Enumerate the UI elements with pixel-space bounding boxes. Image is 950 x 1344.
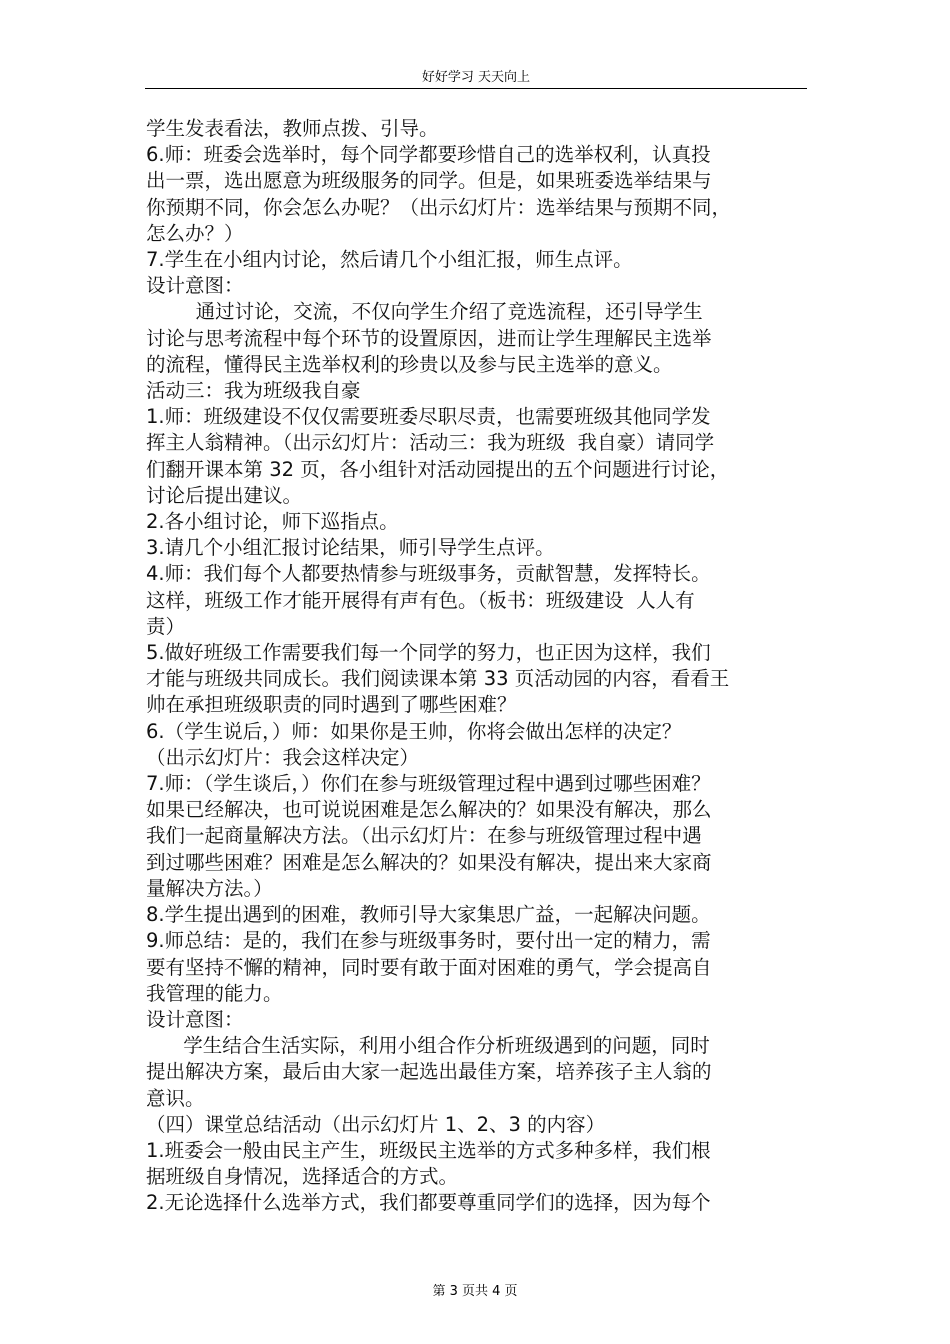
- text-line: 6.（学生说后，）师：如果你是王帅，你将会做出怎样的决定？: [146, 719, 682, 743]
- page-footer: 第 3 页共 4 页: [432, 1284, 518, 1299]
- text-line: 5.做好班级工作需要我们每一个同学的努力，也正因为这样，我们: [146, 641, 711, 665]
- text-line: 才能与班级共同成长。我们阅读课本第 33 页活动园的内容，看看王: [146, 667, 730, 691]
- header-divider: [145, 88, 807, 89]
- text-line: 据班级自身情况，选择适合的方式。: [146, 1165, 459, 1189]
- text-line: 7.学生在小组内讨论，然后请几个小组汇报，师生点评。: [146, 248, 633, 272]
- text-line: 责）: [146, 614, 186, 638]
- text-line: 的流程，懂得民主选举权利的珍贵以及参与民主选举的意义。: [146, 352, 673, 376]
- text-line: 9.师总结：是的，我们在参与班级事务时，要付出一定的精力，需: [146, 929, 711, 953]
- text-line: 帅在承担班级职责的同时遇到了哪些困难？: [146, 693, 517, 717]
- text-line: 们翻开课本第 32 页，各小组针对活动园提出的五个问题进行讨论，: [146, 457, 730, 481]
- text-line: 2.各小组讨论，师下巡指点。: [146, 510, 399, 534]
- text-line: 7.师：（学生谈后，）你们在参与班级管理过程中遇到过哪些困难？: [146, 772, 711, 796]
- text-line: 出一票，选出愿意为班级服务的同学。但是，如果班委选举结果与: [146, 169, 712, 193]
- text-line: 挥主人翁精神。（出示幻灯片：活动三：我为班级 我自豪）请同学: [146, 431, 715, 455]
- text-line: 如果已经解决，也可说说困难是怎么解决的？如果没有解决，那么: [146, 798, 712, 822]
- text-line: 我管理的能力。: [146, 981, 283, 1005]
- text-line: 8.学生提出遇到的困难，教师引导大家集思广益，一起解决问题。: [146, 903, 711, 927]
- text-line: （四）课堂总结活动（出示幻灯片 1、2、3 的内容）: [146, 1112, 606, 1136]
- text-line: 6.师：班委会选举时，每个同学都要珍惜自己的选举权利，认真投: [146, 143, 711, 167]
- text-line: 怎么办？）: [146, 221, 244, 245]
- text-line: 通过讨论，交流，不仅向学生介绍了竞选流程，还引导学生: [146, 300, 703, 324]
- text-line: 提出解决方案，最后由大家一起选出最佳方案，培养孩子主人翁的: [146, 1060, 712, 1084]
- text-line: 学生结合生活实际，利用小组合作分析班级遇到的问题，同时: [146, 1034, 710, 1058]
- document-body: [146, 116, 811, 1217]
- text-line: 4.师：我们每个人都要热情参与班级事务，贡献智慧，发挥特长。: [146, 562, 711, 586]
- text-line: 讨论与思考流程中每个环节的设置原因，进而让学生理解民主选举: [146, 326, 712, 350]
- text-line: 2.无论选择什么选举方式，我们都要尊重同学们的选择，因为每个: [146, 1191, 711, 1215]
- text-line: 设计意图：: [146, 274, 244, 298]
- text-line: 讨论后提出建议。: [146, 483, 303, 507]
- text-line: 活动三：我为班级我自豪: [146, 379, 361, 403]
- text-line: 1.班委会一般由民主产生，班级民主选举的方式多种多样，我们根: [146, 1138, 711, 1162]
- text-line: 3.请几个小组汇报讨论结果，师引导学生点评。: [146, 536, 555, 560]
- text-line: 意识。: [146, 1086, 205, 1110]
- text-line: 这样，班级工作才能开展得有声有色。（板书：班级建设 人人有: [146, 588, 695, 612]
- text-line: 到过哪些困难？困难是怎么解决的？如果没有解决，提出来大家商: [146, 850, 712, 874]
- text-line: 量解决方法。）: [146, 876, 273, 900]
- text-line: 设计意图：: [146, 1007, 244, 1031]
- text-line: 1.师：班级建设不仅仅需要班委尽职尽责，也需要班级其他同学发: [146, 405, 711, 429]
- text-line: 你预期不同，你会怎么办呢？（出示幻灯片：选举结果与预期不同，: [146, 195, 732, 219]
- text-line: 要有坚持不懈的精神，同时要有敢于面对困难的勇气，学会提高自: [146, 955, 712, 979]
- text-line: （出示幻灯片：我会这样决定）: [146, 745, 420, 769]
- page-header: 好好学习 天天向上: [421, 70, 531, 85]
- text-line: 我们一起商量解决方法。（出示幻灯片：在参与班级管理过程中遇: [146, 824, 702, 848]
- text-line: 学生发表看法，教师点拨、引导。: [146, 117, 439, 140]
